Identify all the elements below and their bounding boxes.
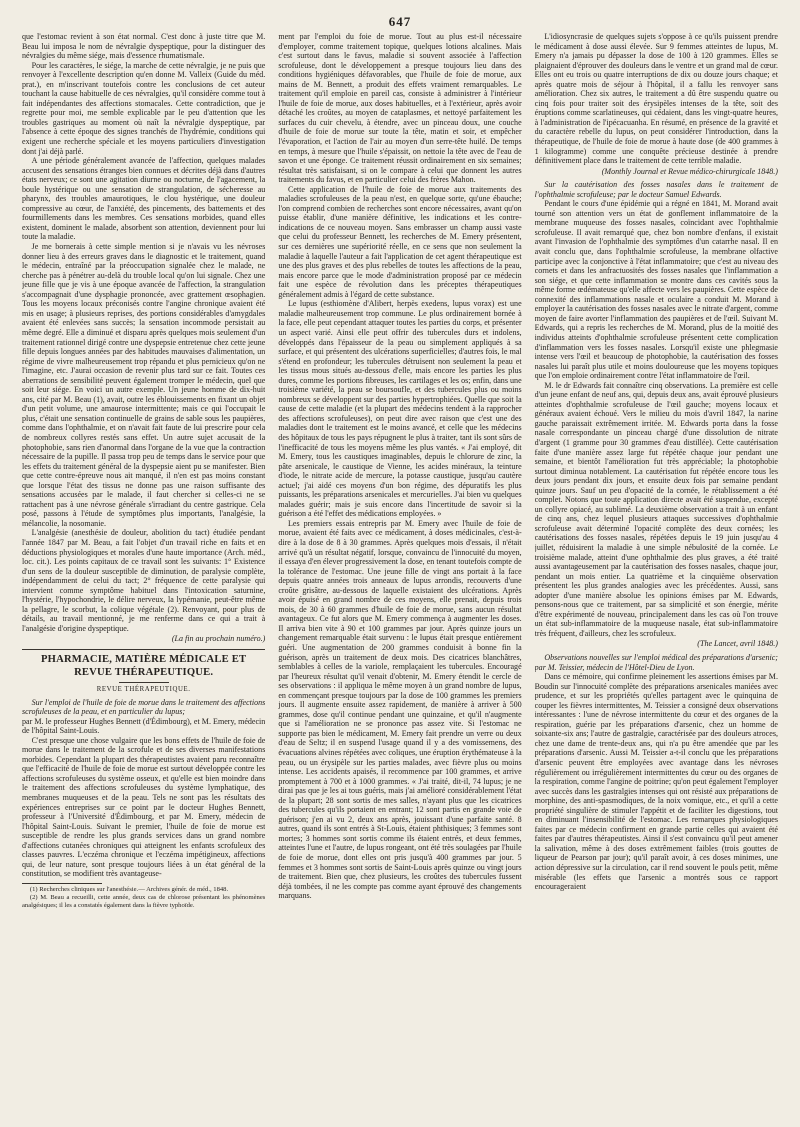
text-columns xyxy=(22,32,778,1113)
paragraph: Les premiers essais entrepris par M. Emery avec l'huile de foie de morue, avaient été faits avec ce médicament, à doses médicinales, c'est-à-dire à la dose de 8 à 30 grammes. Après quelques mois d'essais, il n'était arrivé qu'à un résultat négatif, lorsque, convaincu de l'innocuité du moyen, il essaya d'en élever progressivement la dose, en tenant toutefois compte de la tolérance de l'estomac. Une jeune fille de vingt ans portait à la face depuis quatre années trois anneaux de lupus arrondis, recouverts d'une croûte grisâtre, au-dessous de laquelle existaient des ulcérations. Après avoir épuisé en grand nombre de ces moyens, elle prenait, depuis trois mois, de 30 à 60 grammes d'huile de foie de morue, sans aucun résultat avantageux. Ce fut alors que M. Emery commença à augmenter les doses. Il arriva bien vite à 90 et 100 grammes par jour. Après quinze jours un changement remarquable était survenu : le lupus était presque entièrement guéri. Une augmentation de 200 grammes conduisit à bonne fin la guérison, après un traitement de deux mois. Des cicatrices blanchâtres, semblables à celles de la variole, remplaçaient les tubercules. Encouragé par l'heureux résultat qu'il venait d'obtenir, M. Emery étendit le cercle de ses observations : il appliqua le même moyen à un grand nombre de lupus, en commençant presque toujours par la dose de 100 grammes les premiers jours. Il augmente ensuite assez rapidement, de manière à arriver à 500 grammes, dose qu'il continue pendant une quinzaine, et qu'il n'augmente que si l'amélioration ne se prononce pas assez vite. Si l'estomac ne supporte pas bien le médicament, M. Emery fait prendre un verre ou deux d'eau de Seltz; il en suspend l'usage quand il y a des vomissemens, des évacuations alvines répétées avec coliques, une éruption érythémateuse à la peau, ou un érysipèle sur les parties malades, avec fièvre plus ou moins intense. Les accidents apaisés, il recommence par 100 grammes, et arrive promptement à 700 et à 1000 grammes. « J'ai traité, dit-il, 74 lupus; je ne dirai pas que je les ai tous guéris, mais j'ai amélioré considérablement l'état de la plupart; 28 sont sortis de mes salles, n'ayant plus que les cicatrices des tubercules qu'ils portaient en entrant; 12 sont partis en grande voie de guérison; j'en ai vu 2, deux ans après, jouissant d'une parfaite santé. 8 autres, quand ils sont entrés à St-Louis, étaient phthisiques; 3 femmes sont mortes; 3 hommes sont sortis comme ils étaient entrés, et deux femmes, atteintes l'une et l'autre, de lupus rongeant, ont été très soulagées par l'huile de foie de morue, dont elles ont pris jusqu'à 400 grammes par jour. 5 femmes et 3 hommes sont sortis de Saint-Louis après quinze ou vingt jours de traitement. Bien que, chez plusieurs, les croûtes des tubercules fussent déjà tombées, il ne les compte pas comme ayant éprouvé des changements marquans. xyxy=(278,518,522,901)
section-title: PHARMACIE, MATIÈRE MÉDICALE ET REVUE THÉRAPEUTIQUE. xyxy=(40,654,247,678)
page-number: 647 xyxy=(388,14,412,29)
paragraph: Dans ce mémoire, qui confirme pleinement les assertions émises par M. Boudin sur l'innocuité complète des préparations arsenicales maniées avec prudence, et sur les propriétés qu'elles partagent avec le quinquina de couper les fièvres intermittentes, M. Teissier a consigné deux observations intéressantes : l'une de névrose intermittente du cœur et des organes de la respiration, guérie par les préparations d'arsenic, chez un homme de soixante-six ans; l'autre de gastralgie, caractérisée par des douleurs atroces, chez une dame de trente-deux ans, qui n'a pu être amendée que par les préparations d'arsenic. Aussi M. Teissier a-t-il conclu que les préparations d'arsenic peuvent être employées avec avantage dans les névroses régulièrement ou irrégulièrement intermittentes du cœur ou des organes de la respiration, comme l'angine de poitrine; qu'on peut également l'employer avec succès dans les gastralgies intenses qui ont résisté aux préparations de morphine, des anti-spasmodiques, de la noix vomique, etc., et qu'il a cette propriété singulière de stimuler l'appétit et de faciliter les digestions, tout en diminuant l'insensibilité de l'estomac. Les remarques physiologiques faites par ce médecin confirment en grande partie celles qui avaient été faites par d'autres thérapeutistes. Ainsi il s'est convaincu qu'il peut amener la salivation, même à des doses extrêmement faibles (trois gouttes de liqueur de Pearson par jour); qu'il paraît avoir, à ces doses minimes, une action dépressive sur la circulation, car il rend souvent le pouls petit, même misérable (les effets que l'arsenic a montrés sous ce rapport encourageraient xyxy=(534,672,778,892)
column-right xyxy=(535,32,778,1113)
paragraph: Pendant le cours d'une épidémie qui a régné en 1841, M. Morand avait tourné son attention vers un état de gonflement inflammatoire de la membrane muqueuse des fosses nasales, coïncidant avec l'ophthalmie scrofuleuse. Il avait remarqué que, chez bon nombre d'enfans, il existait avant l'invasion de l'ophthalmie des symptômes d'un catarrhe nasal. Il en avait conclu que, dans l'ophthalmie scrofuleuse, la membrane olfactive participe avec la conjonctive à l'état inflammatoire; que c'est au niveau des cornets et dans les anfractuosités des fosses nasales que l'inflammation a son siége, et que cette inflammation se montre dans ces cavités sous la même forme œdémateuse qu'elle affecte vers les paupières. Cette espèce de connexité des inflammations nasale et oculaire a conduit M. Morand à employer la cautérisation des fosses nasales avec le nitrate d'argent, comme moyen de faire avorter l'inflammation des paupières et de l'œil. Suivant M. Edwards, qui a repris les recherches de M. Morand, plus de la moitié des individus atteints d'ophthalmie scrofuleuse présentent cette complication d'inflammation vers les fosses nasales. Lorsqu'il existe une phlegmasie intense vers l'œil et beaucoup de photophobie, la cautérisation des fosses nasales lui paraît plus utile et moins douloureuse que les moyens topiques que l'on emploie ordinairement contre l'état inflammatoire de l'œil. xyxy=(534,199,778,381)
article-title: Observations nouvelles sur l'emploi médical des préparations d'arsenic; par M. Teissier, médecin de l'Hôtel-Dieu de Lyon. xyxy=(534,653,778,672)
article-title: Sur la cautérisation des fosses nasales dans le traitement de l'ophthalmie scrofuleuse; par le docteur Samuel Edwards. xyxy=(534,180,778,199)
paragraph: ment par l'emploi du foie de morue. Tout au plus est-il nécessaire d'employer, comme traitement topique, quelques lotions alcalines. Mais c'est surtout dans le favus, maladie si souvent associée à l'affection scrofuleuse, dont le développement a presque toujours lieu dans des conditions hygiéniques défavorables, que l'huile de foie de morue, aux mains de M. Bennett, a produit des effets vraiment remarquables. Le traitement qu'il emploie en pareil cas, consiste à administrer à l'intérieur l'huile de foie de morue, aux doses habituelles, et à l'extérieur, après avoir détaché les croûtes, au moyen de cataplasmes, et nettoyé parfaitement les surfaces du cuir chevelu, à étendre, avec un pinceau doux, une couche d'huile de foie de morue sur toute la tête, matin et soir, et empêcher l'évaporation, et l'action de l'air au moyen d'un serre-tête huilé. De temps en temps, à mesure que l'huile s'épaissit, on nettoie la tête avec de l'eau de savon et une éponge. Ce traitement réussit ordinairement en six semaines; résultat très satisfaisant, si on le compare à celui que donnent les autres traitements du favus, et en particulier celui des frères Mahon. xyxy=(278,32,522,185)
paragraph: Cette application de l'huile de foie de morue aux traitements des maladies scrofuleuses de la peau n'est, en quelque sorte, qu'une ébauche; l'on comprend combien de recherches sont encore nécessaires, avant qu'on puisse établir, d'une manière définitive, les indications et les contre-indications de ce nouveau moyen. Sans embrasser un champ aussi vaste que celui du professeur Bennett, les recherches de M. Emery présentent, sur ces dernières une supériorité réelle, en ce sens que non seulement la maladie à laquelle l'auteur a fait l'application de cet agent thérapeutique est une des plus graves et des plus rebelles de toutes les affections de la peau, mais encore parce que le mode d'administration proposé par ce médecin fait une espèce de révolution dans les préceptes thérapeutiques généralement admis à l'égard de cette substance. xyxy=(278,184,522,299)
continued-note: (La fin au prochain numéro.) xyxy=(171,634,266,644)
section-subtitle: REVUE THÉRAPEUTIQUE. xyxy=(96,686,191,693)
footnote: (2) M. Beau a recueilli, cette année, deux cas de chlorose présentant les phénomènes analgésiques; il les a constatés également dans la fièvre typhoïde. xyxy=(22,893,266,909)
title-underline xyxy=(119,682,169,683)
paragraph: A une période généralement avancée de l'affection, quelques malades accusent des sensations étranges bien connues et décrites déjà dans d'autres états nerveux; ce sont une agitation diurne ou nocturne, de l'agacement, la boule hystérique ou une sensation de strangulation, de sécheresse au pharynx, des troubles amaurotiques, le clou hystérique, une douleur compressive au cœur, de l'anxiété, des pincements, des battements et des fourmillements dans les membres. Ces sensations morbides, quand elles existent, dominent le malade, absorbent son attention, deviennent pour lui toute la maladie. xyxy=(22,156,266,242)
section-divider xyxy=(22,649,265,650)
paragraph: L'idiosyncrasie de quelques sujets s'oppose à ce qu'ils puissent prendre le médicament à dose aussi élevée. Sur 9 femmes atteintes de lupus, M. Emery n'a jamais pu dépasser la dose de 100 à 120 grammes. Elles se plaignaient d'éprouver des douleurs dans le ventre et un grand mal de cœur. Elles ont eu trois ou quatre interruptions de dix ou douze jours chaque; et après quatre mois de séjour à l'hôpital, il a fallu les renvoyer sans amélioration. Chez six autres, le traitement a dû être suspendu quatre ou cinq fois pour traiter soit des érysipèles intenses de la tête, soit des éruptions comme scarlatineuses, qui cédaient, dans les vingt-quatre heures, à l'administration de l'ipécacuanha. En résumé, en présence de la gravité et du caractère rebelle du lupus, on peut considérer l'introduction, dans la thérapeutique, de l'huile de foie de morue à haute dose (de 400 grammes à 1 kilogramme) comme une conquête précieuse destinée à prendre définitivement place dans le traitement de cette terrible maladie. xyxy=(534,32,778,166)
paragraph: Le lupus (esthiomène d'Alibert, herpès exedens, lupus vorax) est une maladie malheureusement trop commune. Le plus ordinairement bornée à la face, elle peut cependant attaquer toutes les parties du corps, et présenter un aspect varié. Ainsi elle peut offrir des tubercules durs et indolens, développés dans l'épaisseur de la peau ou simplement appliqués à sa surface, et qui présentent des ulcérations superficielles; d'autres fois, le mal s'étend en profondeur; les tubercules détruisent non seulement la peau et les tissus mous situés au-dessous d'elle, mais encore les parties les plus dures, comme les portions fibreuses, les cartilages et les os; enfin, dans une troisième variété, la peau se boursoufle, et des tubercules plus ou moins nombreux se développent sur des parties hypertrophiées. Quelle que soit la cause de cette maladie (et la plupart des médecins tendent à la rapprocher des affections scrofuleuses), on peut dire avec raison que c'est une des maladies dont le traitement est le moins avancé, et celle que les médecins des hôpitaux de tous les pays répugnent le plus à traiter, tant ils sont sûrs de l'inefficacité de tous les moyens même les plus vantés. « J'ai employé, dit M. Emery, tous les caustiques imaginables, depuis le chlorure de zinc, la pâte arsenicale, le caustique de Vienne, les acides minéraux, la teinture d'iode, le nitrate acide de mercure, la potasse caustique, jusqu'au cautère actuel; j'ai aidé ces moyens d'un bon régime, des dépuratifs les plus puissants, les préparations arsenicales et mercurielles. J'ai bien vu quelques malades guérir; mais je suis encore dans l'incertitude de savoir si la guérison a été l'effet des médications employées. » xyxy=(278,299,522,519)
footnote: (1) Recherches cliniques sur l'anesthésie.— Archives génér. de méd., 1848. xyxy=(29,885,229,893)
paragraph: L'analgésie (anesthésie de douleur, abolition du tact) étudiée pendant l'année 1847 par M. Beau, a fait l'objet d'un travail riche en faits et en déductions physiologiques et morales d'une haute importance (Arch. méd., loc. cit.). Les points capitaux de ce travail sont les suivants: 1° Existence d'un sens de la douleur susceptible de diminution, de paralysie complète, indépendamment de celui du tact; 2° fréquence de cette paralysie qui intervient comme symptôme habituel dans l'intoxication saturnine, l'hystérie, l'hypochondrie, le délire nerveux, la lypémanie, peut-être même la pellagre, le scorbut, la colique végétale (2). Renvoyant, pour plus de détails, au travail mentionné, je me renferme dans ce qui a trait à l'analgésie d'origine dyspeptique. xyxy=(22,528,266,633)
article-title: Sur l'emploi de l'huile de foie de morue dans le traitement des affections scrofuleuses de la peau, et en particulier du lupus; xyxy=(22,697,266,717)
paragraph: M. le dr Edwards fait connaître cinq observations. La première est celle d'un jeune enfant de neuf ans, qui, depuis deux ans, avait éprouvé plusieurs atteintes d'ophthalmie scrofuleuse de l'œil gauche; moyens locaux et généraux avaient échoué. Vers le milieu du mois d'avril 1847, la narine gauche paraissait extrêmement irritée. M. Edwards porta dans la fosse nasale correspondante un pinceau chargé d'une dissolution de nitrate d'argent (1 gramme pour 30 grammes d'eau distillée). Cette cautérisation faite d'une manière assez large fut répétée chaque jour pendant une semaine, et bientôt l'amélioration fut très appréciable; la photophobie surtout diminua notablement. La cautérisation fut répétée encore tous les deux jours pendant dix jours, et ensuite deux fois par semaine pendant quinze jours. Sauf un peu d'opacité de la cornée, le rétablissement a été complet. Notons que toute application directe avait été suspendue, excepté un collyre opiacé, au sublimé. La deuxième observation a trait à un enfant de cinq ans, chez lequel plusieurs attaques successives d'ophthalmie scrofuleuse avait déterminé l'opacité complète des deux cornées; les cautérisations des fosses nasales, répétées depuis le 19 juin jusqu'au 4 juillet, réduisirent la maladie à une simple nébulosité de la cornée. Le troisième malade, atteint d'une ophthalmie des plus graves, a été traité aussi avantageusement par la cautérisation des fosses nasales, chaque jour, pendant un mois entier. La quatrième et la cinquième observation présentent les plus grandes analogies avec les précédentes. Aussi, sans adopter d'une manière absolue les opinions émises par M. Edwards, pensons-nous que ce traitement, par sa simplicité et son énergie, mérite d'être expérimenté de nouveau, principalement dans les cas où l'on trouve un état sub-inflammatoire de la muqueuse nasale, état sub-inflammatoire très fréquent, d'ailleurs, chez les scrofuleux. xyxy=(534,380,778,638)
paragraph: Pour les caractères, le siége, la marche de cette névralgie, je ne puis que renvoyer à l'excellente description qu'en donne M. Valleix (Guide du méd. prat.), en m'inscrivant toutefois contre les conclusions de cet auteur touchant la cause habituelle de ces névralgies, qu'il considère comme tout à fait indépendantes des affections stomacales. Cette contradiction, que je regrette pour moi, me semble explicable par le peu d'attention que les troubles gastriques au moment où naît la névralgie dyspeptique, par l'absence à cette époque des signes tranchés de l'hydrémie, conditions qui exigent une recherche spéciale et les moyens particuliers d'investigation dont j'ai déjà parlé. xyxy=(22,60,266,156)
paragraph: que l'estomac revient à son état normal. C'est donc à juste titre que M. Beau lui imposa le nom de névralgie dyspeptique, pour la distinguer des névralgies du même siége, mais d'essence rhumatismale. xyxy=(22,32,266,61)
source-citation: (The Lancet, avril 1848.) xyxy=(697,639,778,649)
column-left xyxy=(22,32,265,1113)
article-byline: par M. le professeur Hughes Bennett (d'Édimbourg), et M. Emery, médecin de l'hôpital Saint-Louis. xyxy=(22,716,266,736)
paragraph: Je me bornerais à cette simple mention si je n'avais vu les névroses donner lieu à des erreurs graves dans le diagnostic et le traitement, quand le médecin, entraîné par la préoccupation signalée chez le malade, ne cherche pas à pénétrer au-delà du trouble local qu'on lui signale. Chez une jeune fille que je vis à une époque avancée de l'affection, la strangulation s'accompagnait d'une dysphagie prononcée, avec grattement œsophagien. Tous les moyens locaux préconisés contre l'angine chronique avaient été mis en usage; à plusieurs reprises, des portions considérables d'amygdales avaient été enlevées sans succès; la sensation incommode persistait au même degré. Elle a diminué et disparu après quelques mois seulement d'un traitement rationnel dirigé contre une dyspepsie entretenue chez cette jeune fille depuis longues années par des habitudes mauvaises d'alimentation, un régime de vivre malheureusement trop répandu et plus pernicieux qu'on ne l'imagine, etc. J'aurai occasion de revenir plus tard sur ce fait. Toutes ces aberrations de sensibilité peuvent également tromper le médecin, quel que soit leur siége. En voici un autre exemple. Un jeune homme de dix-huit ans, cité par M. Beau (1), avait, outre les éblouissements en fixant un objet d'un petit volume, une amaurose intermittente; mais ce qui l'occupait le plus, c'était une sensation continuelle de grains de sable sous les paupières, comme dans l'ophthalmie, et on n'avait fait faute de lui prescrire pour cela de nombreux collyres restés sans effet. Un autre sujet accusait de la photophobie, sans rien d'anormal dans l'organe de la vue que la contraction nécessaire de la pupille. Il passa trop peu de temps dans le service pour que les effets du traitement général de la dyspepsie aient pu se manifester. Bien que cette contre-épreuve nous ait manqué, il n'en est pas moins constant que lorsque l'état des tissus ne donne pas une raison suffisante des sensations accusées par le malade, il faut chercher si celles-ci ne se rattachent pas à une névrose générale s'irradiant du centre gastrique. Cela posé, passons à l'étude de symptômes plus importants, l'analgésie, la mélancolie, la nosomanie. xyxy=(22,242,266,528)
column-middle xyxy=(278,32,521,1113)
paragraph: C'est presque une chose vulgaire que les bons effets de l'huile de foie de morue dans le traitement de la scrofule et de ses diverses manifestations morbides. Cependant la plupart des thérapeutistes avaient paru reconnaître que l'efficacité de l'huile de foie de morue est surtout développée contre les affections scrofuleuses du système osseux, et qu'elle est bien moindre dans le traitement des affections scrofuleuses du système lymphatique, des membranes muqueuses et de la peau. Tels ne sont pas les résultats des expériences entreprises sur ce point par le docteur Hughes Bennett, professeur à l'Université d'Édimbourg, et par M. Emery, médecin de l'hôpital Saint-Louis. Suivant le premier, l'huile de foie de morue est susceptible de rendre les plus grands services dans un grand nombre d'affections cutanées chroniques qui atteignent les enfants scrofuleux des classes pauvres. L'eczéma chronique et l'eczéma impétigineux, affections qui, de leur nature, sont presque toujours liées à un état général de la constitution, se modifient très avantageuse- xyxy=(22,735,266,879)
source-citation: (Monthly Journal et Revue médico-chirurgicale 1848.) xyxy=(601,166,778,176)
footnote-divider xyxy=(22,883,102,884)
